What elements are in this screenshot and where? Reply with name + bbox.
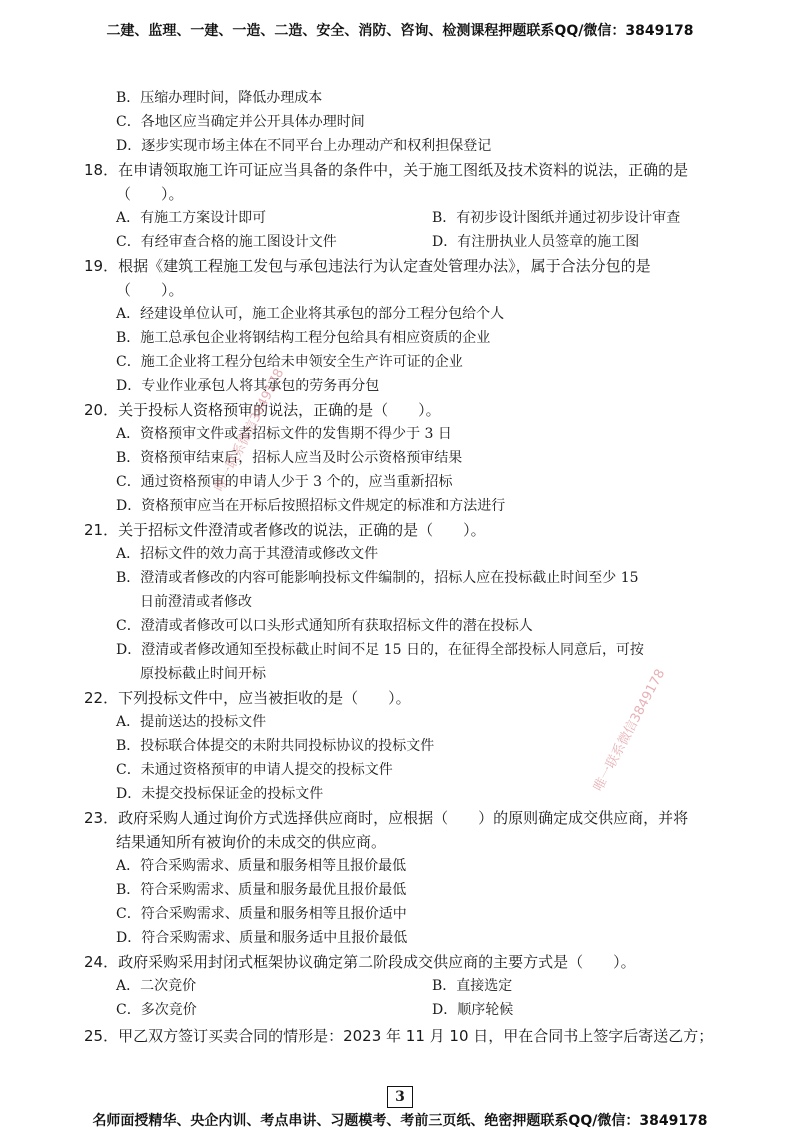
question-21-option-a: A．招标文件的效力高于其澄清或修改文件 [116,546,379,562]
option-c-prev: C．各地区应当确定并公开具体办理时间 [116,114,365,130]
question-21-option-d: D．澄清或者修改通知至投标截止时间不足 15 日的，在征得全部投标人同意后，可按 [116,642,644,658]
question-22-option-c: C．未通过资格预审的申请人提交的投标文件 [116,762,393,778]
question-20-option-a: A．资格预审文件或者招标文件的发售期不得少于 3 日 [116,426,452,442]
question-25-stem: 25．甲乙双方签订买卖合同的情形是：2023 年 11 月 10 日，甲在合同书上签字后寄送乙方； [84,1027,714,1045]
question-24-option-a: A．二次竞价 [116,978,197,994]
question-21-stem: 21．关于招标文件澄清或者修改的说法，正确的是（ ）。 [84,521,486,539]
question-22-option-d: D．未提交投标保证金的投标文件 [116,786,324,802]
question-24-option-c: C．多次竞价 [116,1002,197,1018]
question-21-option-d-cont: 原投标截止时间开标 [140,666,266,682]
question-20-option-d: D．资格预审应当在开标后按照招标文件规定的标准和方法进行 [116,498,506,514]
page-number: 3 [387,1086,413,1108]
option-b-prev: B．压缩办理时间，降低办理成本 [116,90,323,106]
question-19-option-c: C．施工企业将工程分包给未申领安全生产许可证的企业 [116,354,463,370]
question-19-stem-cont: （ ）。 [116,281,184,299]
question-23-option-a: A．符合采购需求、质量和服务相等且报价最低 [116,858,407,874]
question-18-option-a: A．有施工方案设计即可 [116,210,267,226]
option-d-prev: D．逐步实现市场主体在不同平台上办理动产和权利担保登记 [116,138,492,154]
question-23-option-d: D．符合采购需求、质量和服务适中且报价最低 [116,930,408,946]
question-21-option-b: B．澄清或者修改的内容可能影响投标文件编制的，招标人应在投标截止时间至少 15 [116,570,639,586]
question-23-option-b: B．符合采购需求、质量和服务最优且报价最低 [116,882,407,898]
question-24-option-d: D．顺序轮候 [432,1002,514,1018]
question-18-option-d: D．有注册执业人员签章的施工图 [432,234,640,250]
question-21-option-c: C．澄清或者修改可以口头形式通知所有获取招标文件的潜在投标人 [116,618,533,634]
question-23-stem-cont: 结果通知所有被询价的未成交的供应商。 [116,833,387,851]
top-banner: 二建、监理、一建、一造、二造、安全、消防、咨询、检测课程押题联系QQ/微信：3849178 [106,23,694,39]
question-18-option-c: C．有经审查合格的施工图设计文件 [116,234,337,250]
question-19-option-a: A．经建设单位认可，施工企业将其承包的部分工程分包给个人 [116,306,505,322]
question-24-option-b: B．直接选定 [432,978,513,994]
question-19-stem: 19．根据《建筑工程施工发包与承包违法行为认定查处管理办法》，属于合法分包的是 [84,257,651,275]
question-22-option-a: A．提前送达的投标文件 [116,714,267,730]
question-20-option-b: B．资格预审结束后，招标人应当及时公示资格预审结果 [116,450,463,466]
watermark: 唯一联系微信3849178 [591,666,669,794]
question-21-option-b-cont: 日前澄清或者修改 [140,594,252,610]
question-24-stem: 24．政府采购采用封闭式框架协议确定第二阶段成交供应商的主要方式是（ ）。 [84,953,636,971]
question-19-option-b: B．施工总承包企业将钢结构工程分包给具有相应资质的企业 [116,330,491,346]
question-20-option-c: C．通过资格预审的申请人少于 3 个的，应当重新招标 [116,474,453,490]
question-22-option-b: B．投标联合体提交的未附共同投标协议的投标文件 [116,738,435,754]
question-23-option-c: C．符合采购需求、质量和服务相等且报价适中 [116,906,407,922]
question-19-option-d: D．专业作业承包人将其承包的劳务再分包 [116,378,380,394]
question-18-stem-cont: （ ）。 [116,185,184,203]
bottom-banner: 名师面授精华、央企内训、考点串讲、习题模考、考前三页纸、绝密押题联系QQ/微信：3849178 [92,1113,708,1129]
question-18-option-b: B．有初步设计图纸并通过初步设计审查 [432,210,681,226]
question-18-stem: 18．在申请领取施工许可证应当具备的条件中，关于施工图纸及技术资料的说法，正确的是 [84,161,689,179]
question-23-stem: 23．政府采购人通过询价方式选择供应商时，应根据（ ）的原则确定成交供应商，并将 [84,809,689,827]
question-22-stem: 22．下列投标文件中，应当被拒收的是（ ）。 [84,689,411,707]
watermark: 唯一联系微信3849178 [212,366,288,495]
question-20-stem: 20．关于投标人资格预审的说法，正确的是（ ）。 [84,401,441,419]
